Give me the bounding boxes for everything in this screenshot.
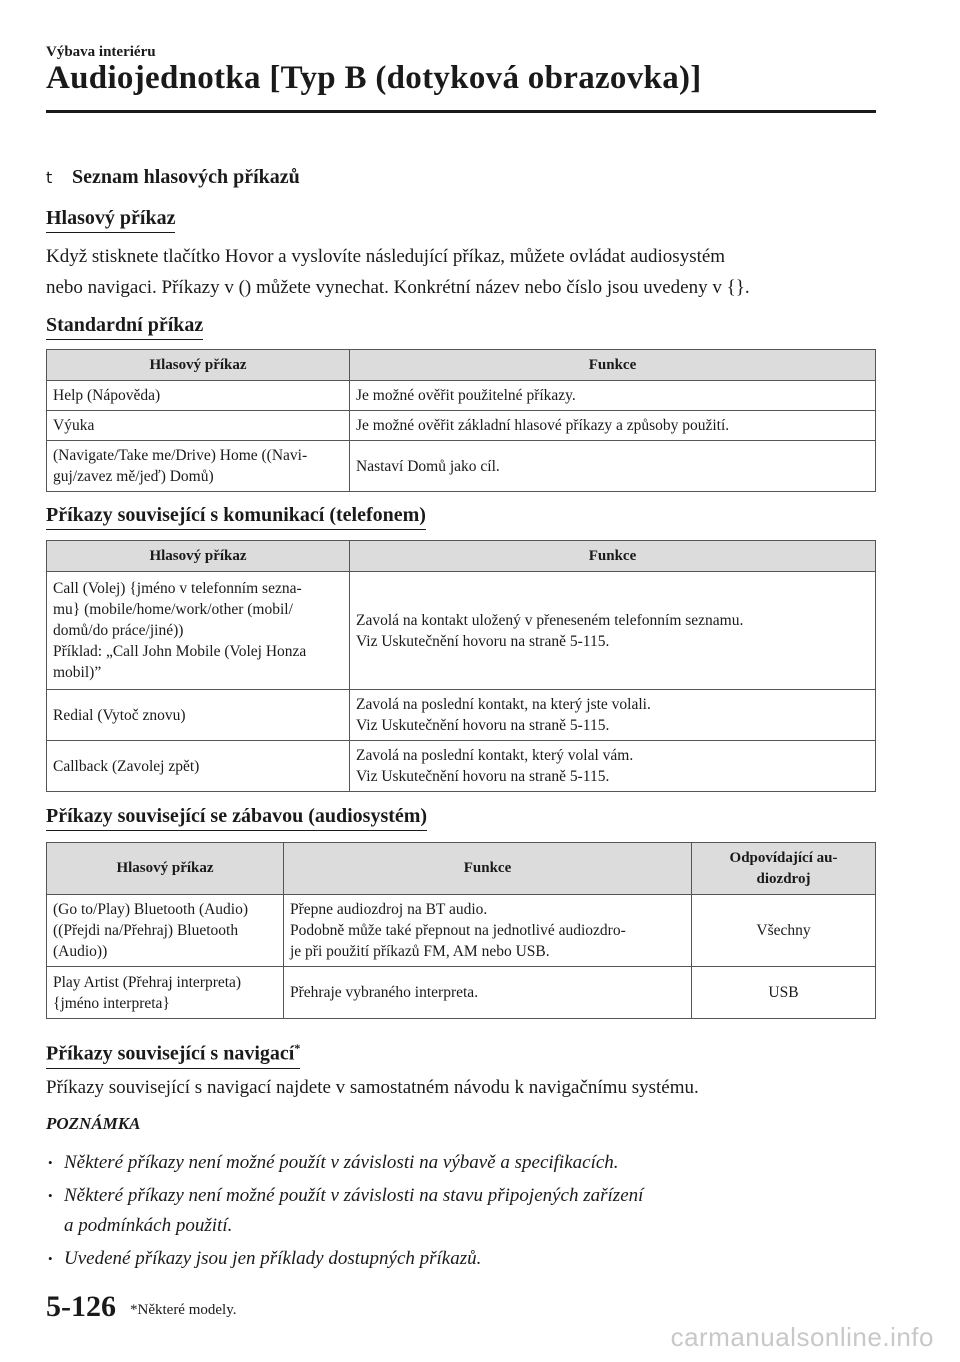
cell-line: (Go to/Play) Bluetooth (Audio) [53,901,249,918]
phone-commands-table [46,540,876,792]
cell-line: mu} (mobile/home/work/other (mobil/ [53,601,293,618]
standard-heading: Standardní příkaz [46,313,203,340]
cell-line: Zavolá na kontakt uložený v přeneseném telefonním seznamu. [356,611,744,629]
watermark: carmanualsonline.info [670,1322,934,1352]
cell-line: Přepne audiozdroj na BT audio. [290,901,488,918]
function-cell [350,572,876,690]
navigation-heading [46,1036,300,1069]
table-row [47,690,876,741]
cell-line: {jméno interpreta} [53,994,170,1012]
function-cell [350,690,876,741]
cell-line: (Audio)) [53,943,108,960]
header-line: Odpovídající au- [729,849,838,866]
note-label: POZNÁMKA [46,1114,141,1133]
navigation-heading-text: Příkazy související s navigací [46,1042,295,1065]
cell-line: Přehraje vybraného interpreta. [290,984,479,1001]
cell-line: Výuka [53,417,95,434]
command-cell [47,441,350,492]
table-row [47,381,876,411]
command-cell [47,967,284,1019]
cell-line: Viz Uskutečnění hovoru na straně 5-115. [356,768,610,785]
asterisk-mark: * [294,1041,301,1055]
audio-heading: Příkazy související se zábavou (audiosystém) [46,804,427,831]
cell-line: Viz Uskutečnění hovoru na straně 5-115. [356,717,610,734]
subsection-title [46,166,300,189]
page-title: Audiojednotka [Typ B (dotyková obrazovka)] [46,60,702,96]
cell-line: Zavolá na poslední kontakt, na který jste volali. [356,696,651,713]
column-header: Hlasový příkaz [47,541,350,572]
column-header: Funkce [350,541,876,572]
intro-line: Když stisknete tlačítko Hovor a vyslovíte následující příkaz, můžete ovládat audiosystém [46,246,726,267]
command-cell [47,411,350,441]
cell-line: Příklad: „Call John Mobile (Volej Honza [53,643,307,660]
cell-line: Call (Volej) {jméno v telefonním sezna- [53,580,302,597]
column-header: Hlasový příkaz [47,350,350,381]
cell-line: guj/zavez mě/jeď) Domů) [53,468,214,485]
note-line: a podmínkách použití. [64,1215,233,1236]
table-row [47,441,876,492]
cell-line: Help (Nápověda) [53,387,161,404]
function-cell [284,895,692,967]
footnote: *Některé modely. [130,1302,237,1318]
note-line: Některé příkazy není možné použít v závislosti na výbavě a specifikacích. [64,1152,619,1173]
function-cell [350,411,876,441]
cell-line: je při použití příkazů FM, AM nebo USB. [290,943,550,960]
cell-line: (Navigate/Take me/Drive) Home ((Navi- [53,447,308,464]
cell-line: Callback (Zavolej zpět) [53,757,200,775]
page-number: 5-126 [46,1290,116,1323]
navigation-text: Příkazy související s navigací najdete v samostatném návodu k navigačnímu systému. [46,1077,699,1098]
note-line: • Některé příkazy není možné použít v závislosti na stavu připojených zařízení [64,1185,644,1206]
table-row [47,411,876,441]
cell-line: Play Artist (Přehraj interpreta) [53,973,242,991]
function-cell [350,381,876,411]
cell-line: Je možné ověřit základní hlasové příkazy a způsoby použití. [356,417,730,434]
source-cell: Všechny [692,895,876,967]
table-row [47,895,876,967]
header-line: diozdroj [756,870,811,887]
intro-line: nebo navigaci. Příkazy v () můžete vynechat. Konkrétní název nebo číslo jsou uvedeny v {}. [46,277,750,298]
cell-line: Podobně může také přepnout na jednotlivé audiozdro- [290,922,626,939]
subsection-title-text: Seznam hlasových příkazů [72,166,300,188]
table-header-row [47,541,876,572]
function-cell [284,967,692,1019]
column-header [692,843,876,895]
note-item [46,1244,846,1274]
command-cell [47,741,350,792]
column-header: Hlasový příkaz [47,843,284,895]
command-cell [47,895,284,967]
table-row [47,572,876,690]
column-header: Funkce [350,350,876,381]
section-marker-icon: t [46,168,53,187]
note-list [46,1148,846,1277]
voice-command-intro [46,241,886,303]
note-line: Uvedené příkazy jsou jen příklady dostupných příkazů. [64,1248,482,1269]
table-row [47,741,876,792]
cell-line: domů/do práce/jiné)) [53,622,184,639]
cell-line: Zavolá na poslední kontakt, který volal vám. [356,747,634,764]
command-cell [47,381,350,411]
cell-line: ((Přejdi na/Přehraj) Bluetooth [53,922,239,939]
cell-line: Nastaví Domů jako cíl. [356,457,500,475]
standard-commands-table [46,349,876,492]
audio-commands-table [46,842,876,1019]
function-cell [350,441,876,492]
cell-line: mobil)” [53,664,102,681]
voice-command-heading: Hlasový příkaz [46,206,175,233]
source-cell: USB [692,967,876,1019]
command-cell [47,572,350,690]
cell-line: Redial (Vytoč znovu) [53,706,186,724]
phone-heading: Příkazy související s komunikací (telefonem) [46,503,426,530]
cell-line: Viz Uskutečnění hovoru na straně 5-115. [356,632,610,650]
section-label: Výbava interiéru [46,44,156,60]
cell-line: Je možné ověřit použitelné příkazy. [356,387,576,404]
table-header-row [47,843,876,895]
column-header: Funkce [284,843,692,895]
function-cell [350,741,876,792]
table-row [47,967,876,1019]
note-item [46,1148,846,1178]
table-header-row [47,350,876,381]
command-cell [47,690,350,741]
note-item [46,1181,846,1241]
title-divider [46,110,876,113]
